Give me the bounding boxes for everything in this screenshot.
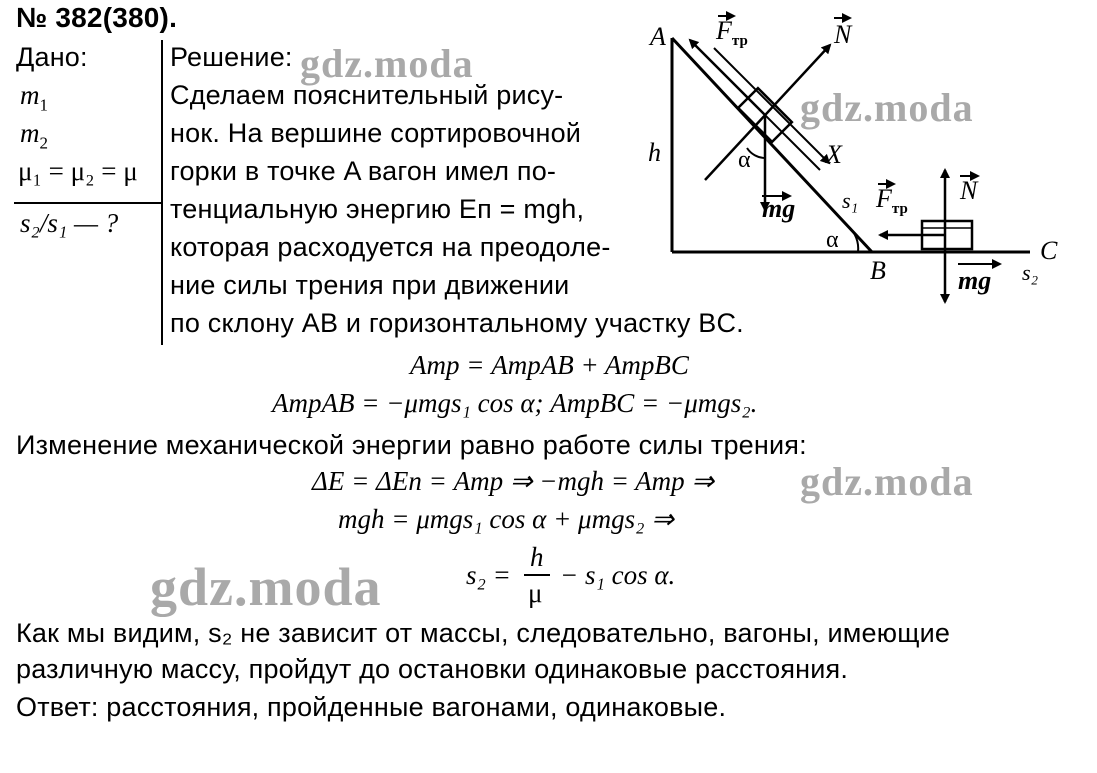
diagram-label-s2: s₂ (1022, 260, 1039, 285)
watermark: gdz.moda (800, 85, 974, 130)
diagram-label-ftr-top: $F_{тр}$ (716, 16, 748, 50)
diagram-label-h: h (648, 138, 661, 167)
solution-label: Решение: (170, 42, 293, 72)
solution-line-4: тенциальную энергию Eп = mgh, (170, 194, 585, 224)
conclusion-line-1: Как мы видим, s₂ не зависит от массы, следовательно, вагоны, имеющие (16, 618, 951, 648)
formula-energy-change: ΔE = ΔEп = Aтр ⇒ −mgh = Aтр ⇒ (312, 466, 715, 496)
watermark: gdz.moda (300, 41, 474, 86)
solution-line-6: ние силы трения при движении (170, 270, 570, 300)
formula-work-total: Aтр = AтрAB + AтрBC (410, 350, 689, 380)
given-label: Дано: (16, 42, 88, 72)
solution-line-7: по склону AB и горизонтальному участку BC. (170, 308, 744, 338)
answer-line: Ответ: расстояния, пройденные вагонами, одинаковые. (16, 692, 727, 722)
solution-line-5: которая расходуется на преодоле- (170, 232, 611, 262)
diagram-label-alpha-top: α (738, 147, 751, 173)
given-m1: $m_1$ (20, 80, 48, 115)
problem-number: № 382(380). (16, 2, 178, 33)
given-mu: μ₁ = μ₂ = μ (18, 156, 138, 186)
diagram-label-c: C (1040, 236, 1058, 265)
solution-line-2: нок. На вершине сортировочной (170, 118, 582, 148)
formula-mgh: mgh = μmgs₁ cos α + μmgs₂ ⇒ (338, 504, 674, 534)
diagram-label-alpha-bottom: α (826, 227, 839, 253)
diagram-label-x: X (826, 140, 842, 169)
diagram-label-mg-top: mg (762, 194, 796, 223)
diagram-label-n-top: N (834, 20, 852, 49)
diagram-label-n-bottom: N (960, 176, 978, 205)
solution-line-1: Сделаем пояснительный рису- (170, 80, 564, 110)
formula-s2-numerator: h (530, 542, 544, 572)
formula-work-parts: AтрAB = −μmgs₁ cos α; AтрBC = −μmgs₂. (272, 388, 758, 418)
diagram-label-mg-bottom: mg (958, 266, 992, 295)
friction-arrow-incline (690, 40, 765, 115)
given-find: s₂/s₁ — ? (20, 208, 119, 238)
watermark: gdz.moda (800, 459, 974, 504)
formula-s2-rest: − s₁ cos α. (560, 560, 676, 590)
conclusion-line-2: различную массу, пройдут до остановки одинаковые расстояния. (16, 654, 849, 684)
energy-text: Изменение механической энергии равно работе силы трения: (16, 430, 807, 460)
diagram-label-b: B (870, 256, 886, 285)
formula-s2-lhs: s₂ = (466, 560, 511, 590)
formula-s2-denominator: μ (528, 578, 543, 608)
given-m2: $m_2$ (20, 118, 48, 153)
solution-line-3: горки в точке A вагон имел по- (170, 156, 557, 186)
diagram-label-s1: s₁ (842, 188, 859, 213)
diagram-label-a: A (650, 22, 666, 51)
watermark: gdz.moda (150, 557, 382, 617)
diagram-label-ftr-bottom: $F_{тр}$ (876, 184, 908, 218)
